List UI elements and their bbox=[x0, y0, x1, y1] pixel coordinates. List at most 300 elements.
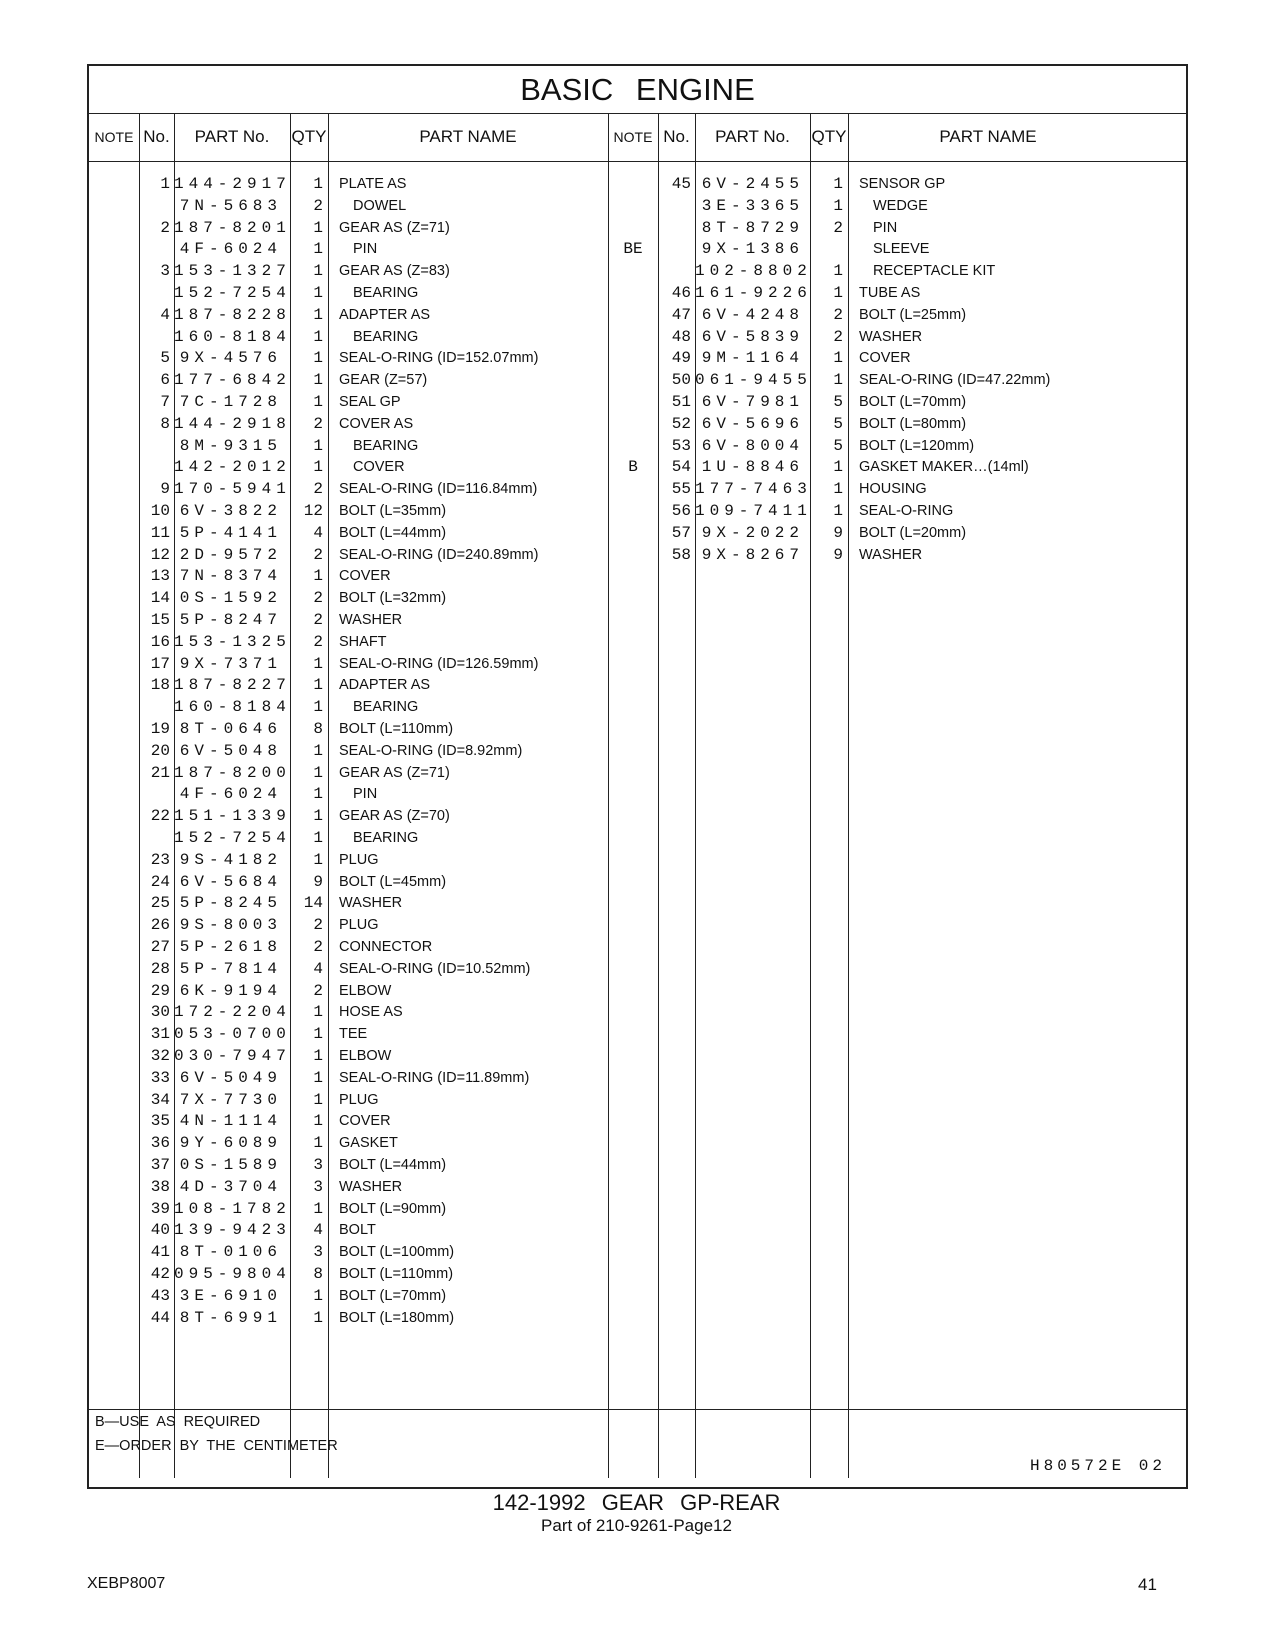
publication-code: XEBP8007 bbox=[87, 1575, 166, 1592]
part-number: 9Y-6089 bbox=[179, 1134, 282, 1153]
item-number: 16 bbox=[150, 632, 170, 651]
header-part-name-left: PART NAME bbox=[419, 127, 517, 146]
part-name: GEAR (Z=57) bbox=[339, 372, 428, 389]
quantity: 2 bbox=[313, 981, 323, 1000]
quantity: 9 bbox=[313, 872, 323, 891]
part-name: BOLT (L=70mm) bbox=[339, 1287, 447, 1304]
table-row bbox=[89, 631, 1186, 654]
part-number: 0S-1589 bbox=[179, 1156, 282, 1174]
part-number: 6V-5048 bbox=[179, 741, 282, 760]
item-number: 33 bbox=[150, 1068, 170, 1087]
quantity: 1 bbox=[833, 196, 843, 215]
part-name: SEAL-O-RING (ID=116.84mm) bbox=[339, 481, 538, 498]
part-number: 9X-2022 bbox=[701, 523, 804, 542]
item-number: 3 bbox=[160, 262, 170, 281]
table-row bbox=[89, 1154, 1186, 1177]
part-number: 9X-7371 bbox=[179, 654, 282, 673]
table-row bbox=[89, 980, 1186, 1003]
quantity: 3 bbox=[313, 1177, 323, 1196]
quantity: 1 bbox=[313, 654, 323, 673]
table-row bbox=[89, 1285, 1186, 1308]
part-name: SEAL-O-RING (ID=8.92mm) bbox=[339, 742, 523, 759]
quantity: 1 bbox=[313, 305, 323, 324]
table-row bbox=[89, 195, 1186, 218]
part-name: BOLT (L=45mm) bbox=[339, 873, 447, 890]
part-number: 4F-6024 bbox=[179, 240, 282, 259]
part-number: 6V-4248 bbox=[701, 305, 804, 324]
quantity: 1 bbox=[313, 262, 323, 281]
quantity: 1 bbox=[833, 349, 843, 368]
part-name: COVER AS bbox=[339, 415, 414, 432]
quantity: 5 bbox=[833, 436, 843, 455]
quantity: 1 bbox=[833, 371, 843, 390]
item-number: 29 bbox=[150, 981, 170, 1000]
part-name: BOLT (L=44mm) bbox=[339, 1157, 447, 1173]
part-number: 170-5941 bbox=[174, 480, 291, 499]
table-row bbox=[89, 217, 1186, 240]
quantity: 1 bbox=[313, 698, 323, 717]
table-row bbox=[89, 435, 1186, 458]
part-number: 161-9226 bbox=[695, 284, 812, 302]
table-row bbox=[89, 1307, 1186, 1330]
part-name: BOLT (L=20mm) bbox=[859, 524, 967, 541]
quantity: 1 bbox=[313, 436, 323, 455]
item-number: 51 bbox=[671, 393, 691, 411]
part-number: 5P-8245 bbox=[179, 894, 282, 913]
item-number: 26 bbox=[150, 916, 170, 935]
table-row bbox=[89, 522, 1186, 545]
quantity: 1 bbox=[313, 371, 323, 390]
quantity: 12 bbox=[303, 502, 323, 520]
note-b: B—USE AS REQUIRED bbox=[95, 1414, 261, 1430]
item-number: 2 bbox=[160, 218, 170, 237]
table-row bbox=[89, 696, 1186, 719]
item-number: 7 bbox=[160, 393, 170, 411]
table-row bbox=[89, 871, 1186, 894]
part-number: 108-1782 bbox=[174, 1199, 291, 1218]
part-name: RECEPTACLE KIT bbox=[873, 263, 996, 280]
table-row bbox=[89, 805, 1186, 828]
part-number: 109-7411 bbox=[695, 502, 812, 520]
part-number: 053-0700 bbox=[174, 1025, 291, 1044]
part-name: BEARING bbox=[353, 699, 419, 716]
part-number: 5P-7814 bbox=[179, 959, 282, 978]
table-row bbox=[89, 347, 1186, 370]
part-number: 4D-3704 bbox=[179, 1177, 282, 1196]
quantity: 8 bbox=[313, 720, 323, 738]
part-name: BOLT (L=110mm) bbox=[339, 721, 454, 737]
part-name: SEAL-O-RING (ID=240.89mm) bbox=[339, 546, 539, 563]
quantity: 1 bbox=[313, 284, 323, 302]
item-number: 6 bbox=[160, 371, 170, 390]
part-number: 3E-6910 bbox=[179, 1286, 282, 1305]
quantity: 2 bbox=[313, 632, 323, 651]
document-reference: H80572E 02 bbox=[1029, 1457, 1166, 1475]
table-row bbox=[89, 783, 1186, 806]
part-name: ELBOW bbox=[339, 982, 392, 999]
part-number: 9S-4182 bbox=[179, 850, 282, 869]
part-name: BOLT (L=80mm) bbox=[859, 415, 967, 432]
part-number: 151-1339 bbox=[174, 807, 291, 826]
part-name: BEARING bbox=[353, 830, 419, 846]
quantity: 2 bbox=[833, 327, 843, 346]
header-qty-left: QTY bbox=[291, 127, 327, 146]
part-number: 160-8184 bbox=[174, 698, 291, 717]
part-number: 4F-6024 bbox=[179, 785, 282, 804]
table-body bbox=[89, 161, 1186, 1476]
part-name: SEAL-O-RING (ID=126.59mm) bbox=[339, 655, 539, 672]
part-number: 6V-5684 bbox=[179, 872, 282, 891]
part-number: 8T-6991 bbox=[179, 1308, 282, 1327]
part-name: PIN bbox=[353, 241, 378, 258]
table-row bbox=[89, 413, 1186, 436]
part-name: SEAL-O-RING (ID=152.07mm) bbox=[339, 350, 539, 367]
table-row bbox=[89, 478, 1186, 501]
part-number: 152-7254 bbox=[174, 284, 291, 302]
item-number: 47 bbox=[671, 305, 691, 324]
item-number: 45 bbox=[671, 175, 691, 193]
quantity: 1 bbox=[313, 1286, 323, 1305]
part-number: 153-1327 bbox=[174, 262, 291, 281]
part-name: WASHER bbox=[339, 1178, 403, 1195]
item-number: 42 bbox=[150, 1265, 170, 1283]
quantity: 9 bbox=[833, 523, 843, 542]
part-name: COVER bbox=[859, 350, 911, 367]
table-row bbox=[89, 958, 1186, 981]
quantity: 1 bbox=[313, 327, 323, 346]
header-no-left: No. bbox=[143, 127, 170, 146]
table-row bbox=[89, 544, 1186, 567]
quantity: 1 bbox=[313, 240, 323, 259]
item-number: 38 bbox=[150, 1177, 170, 1196]
caption-title: 142-1992 GEAR GP-REAR bbox=[492, 1490, 781, 1515]
table-row bbox=[89, 1176, 1186, 1199]
part-number: 8T-8729 bbox=[701, 218, 804, 237]
table-row bbox=[89, 1132, 1186, 1155]
part-number: 187-8228 bbox=[174, 305, 291, 324]
table-row bbox=[89, 674, 1186, 697]
item-number: 50 bbox=[671, 371, 691, 390]
part-name: GEAR AS (Z=83) bbox=[339, 263, 450, 280]
table-row bbox=[89, 391, 1186, 414]
header-part-no-left: PART No. bbox=[194, 127, 270, 146]
item-number: 46 bbox=[671, 284, 691, 302]
item-number: 37 bbox=[150, 1156, 170, 1174]
part-name: COVER bbox=[339, 1113, 391, 1130]
part-number: 102-8802 bbox=[695, 262, 812, 281]
header-no-right: No. bbox=[663, 127, 690, 146]
table-row bbox=[89, 565, 1186, 588]
part-number: 5P-8247 bbox=[179, 611, 282, 629]
part-name: SEAL-O-RING (ID=11.89mm) bbox=[339, 1069, 530, 1086]
item-number: 13 bbox=[150, 567, 170, 586]
part-number: 9X-4576 bbox=[179, 349, 282, 368]
part-number: 177-6842 bbox=[174, 371, 291, 390]
page-title: BASIC ENGINE bbox=[89, 66, 1186, 114]
table-row bbox=[89, 914, 1186, 937]
part-number: 6K-9194 bbox=[179, 981, 282, 1000]
part-name: WASHER bbox=[339, 612, 403, 628]
item-number: 10 bbox=[150, 502, 170, 520]
part-number: 030-7947 bbox=[174, 1047, 291, 1065]
table-row bbox=[89, 1089, 1186, 1112]
quantity: 4 bbox=[313, 1221, 323, 1240]
note-cell: B bbox=[628, 458, 638, 477]
quantity: 14 bbox=[303, 894, 323, 913]
table-row bbox=[89, 849, 1186, 872]
note-e: E—ORDER BY THE CENTIMETER bbox=[95, 1438, 338, 1454]
table-row bbox=[89, 827, 1186, 850]
quantity: 1 bbox=[313, 1047, 323, 1065]
quantity: 1 bbox=[833, 175, 843, 193]
table-row bbox=[89, 1110, 1186, 1133]
part-number: 142-2012 bbox=[174, 458, 291, 477]
item-number: 44 bbox=[150, 1308, 170, 1327]
part-name: SHAFT bbox=[339, 633, 387, 650]
item-number: 18 bbox=[150, 676, 170, 695]
part-name: GEAR AS (Z=71) bbox=[339, 764, 450, 781]
part-number: 8T-0106 bbox=[179, 1243, 282, 1262]
quantity: 1 bbox=[313, 1308, 323, 1327]
quantity: 3 bbox=[313, 1156, 323, 1174]
part-number: 144-2917 bbox=[174, 175, 291, 193]
item-number: 5 bbox=[160, 349, 170, 368]
part-name: ADAPTER AS bbox=[339, 306, 431, 323]
quantity: 1 bbox=[313, 1112, 323, 1131]
part-number: 8M-9315 bbox=[179, 436, 282, 455]
part-number: 5P-4141 bbox=[179, 523, 282, 542]
part-number: 7N-5683 bbox=[179, 196, 282, 215]
part-number: 7N-8374 bbox=[179, 567, 282, 586]
quantity: 1 bbox=[313, 785, 323, 804]
part-name: GEAR AS (Z=70) bbox=[339, 808, 450, 825]
item-number: 11 bbox=[150, 523, 170, 542]
quantity: 2 bbox=[313, 414, 323, 433]
part-name: DOWEL bbox=[353, 197, 407, 214]
quantity: 1 bbox=[313, 829, 323, 847]
part-name: BOLT (L=180mm) bbox=[339, 1309, 455, 1326]
quantity: 4 bbox=[313, 959, 323, 978]
header-note-left: NOTE bbox=[94, 129, 134, 145]
part-name: GEAR AS (Z=71) bbox=[339, 219, 450, 236]
part-number: 144-2918 bbox=[174, 414, 291, 433]
table-row bbox=[89, 282, 1186, 305]
item-number: 9 bbox=[160, 480, 170, 499]
item-number: 43 bbox=[150, 1286, 170, 1305]
item-number: 35 bbox=[150, 1112, 170, 1131]
table-row bbox=[89, 369, 1186, 392]
part-name: WASHER bbox=[339, 895, 403, 912]
part-name: BOLT (L=44mm) bbox=[339, 524, 447, 541]
part-name: BOLT (L=100mm) bbox=[339, 1244, 455, 1261]
header-note-right: NOTE bbox=[613, 129, 653, 145]
item-number: 54 bbox=[671, 458, 691, 477]
part-number: 2D-9572 bbox=[179, 545, 282, 564]
table-row bbox=[89, 1067, 1186, 1090]
part-name: PIN bbox=[873, 219, 898, 236]
part-name: BOLT (L=32mm) bbox=[339, 590, 447, 607]
table-row bbox=[89, 1045, 1186, 1068]
quantity: 1 bbox=[313, 349, 323, 368]
part-name: PLUG bbox=[339, 851, 379, 868]
item-number: 49 bbox=[671, 349, 691, 368]
part-name: COVER bbox=[339, 568, 391, 585]
part-name: GASKET MAKER…(14ml) bbox=[859, 459, 1029, 476]
part-name: BOLT (L=110mm) bbox=[339, 1266, 454, 1282]
part-number: 9X-8267 bbox=[701, 545, 804, 564]
quantity: 1 bbox=[313, 218, 323, 237]
part-name: BOLT (L=35mm) bbox=[339, 503, 447, 519]
part-number: 5P-2618 bbox=[179, 938, 282, 956]
quantity: 1 bbox=[833, 284, 843, 302]
part-name: SEAL GP bbox=[339, 394, 401, 410]
quantity: 1 bbox=[833, 502, 843, 520]
part-name: BOLT (L=70mm) bbox=[859, 394, 967, 410]
part-name: SEAL-O-RING (ID=10.52mm) bbox=[339, 960, 531, 977]
header-part-no-right: PART No. bbox=[715, 127, 790, 146]
part-number: 9M-1164 bbox=[701, 349, 804, 368]
quantity: 2 bbox=[313, 480, 323, 499]
part-name: BOLT (L=25mm) bbox=[859, 306, 967, 323]
table-row bbox=[89, 173, 1186, 196]
notes-section bbox=[89, 1409, 1186, 1487]
quantity: 1 bbox=[313, 1068, 323, 1087]
item-number: 36 bbox=[150, 1134, 170, 1153]
quantity: 2 bbox=[313, 589, 323, 608]
part-number: 9X-1386 bbox=[701, 240, 804, 259]
item-number: 28 bbox=[150, 959, 170, 978]
part-number: 6V-3822 bbox=[179, 502, 282, 520]
part-name: ELBOW bbox=[339, 1048, 392, 1064]
part-name: PLUG bbox=[339, 1091, 379, 1108]
part-number: 6V-2455 bbox=[701, 175, 804, 193]
quantity: 1 bbox=[313, 807, 323, 826]
quantity: 3 bbox=[313, 1243, 323, 1262]
quantity: 1 bbox=[313, 393, 323, 411]
item-number: 48 bbox=[671, 327, 691, 346]
table-row bbox=[89, 718, 1186, 741]
quantity: 2 bbox=[313, 916, 323, 935]
table-row bbox=[89, 456, 1186, 479]
quantity: 1 bbox=[313, 1090, 323, 1109]
item-number: 21 bbox=[150, 763, 170, 782]
table-row bbox=[89, 609, 1186, 632]
item-number: 20 bbox=[150, 741, 170, 760]
part-name: SEAL-O-RING (ID=47.22mm) bbox=[859, 372, 1051, 389]
note-cell: BE bbox=[623, 240, 643, 259]
table-row bbox=[89, 1219, 1186, 1242]
quantity: 1 bbox=[313, 1134, 323, 1153]
table-row bbox=[89, 936, 1186, 959]
quantity: 4 bbox=[313, 523, 323, 542]
part-number: 1U-8846 bbox=[701, 458, 804, 477]
table-row bbox=[89, 326, 1186, 349]
part-number: 6V-5696 bbox=[701, 414, 804, 433]
part-name: PLUG bbox=[339, 917, 379, 934]
part-name: PIN bbox=[353, 786, 378, 803]
part-number: 6V-5839 bbox=[701, 327, 804, 346]
part-number: 139-9423 bbox=[174, 1221, 291, 1240]
table-row bbox=[89, 1001, 1186, 1024]
quantity: 8 bbox=[313, 1265, 323, 1283]
part-number: 7X-7730 bbox=[179, 1090, 282, 1109]
part-number: 0S-1592 bbox=[179, 589, 282, 608]
item-number: 14 bbox=[150, 589, 170, 608]
quantity: 1 bbox=[313, 1199, 323, 1218]
item-number: 39 bbox=[150, 1199, 170, 1218]
item-number: 25 bbox=[150, 894, 170, 913]
part-number: 177-7463 bbox=[695, 480, 812, 499]
item-number: 27 bbox=[150, 938, 170, 956]
table-row bbox=[89, 740, 1186, 763]
part-name: TEE bbox=[339, 1026, 368, 1043]
quantity: 1 bbox=[833, 262, 843, 281]
item-number: 17 bbox=[150, 654, 170, 673]
item-number: 19 bbox=[150, 720, 170, 738]
header-qty-right: QTY bbox=[811, 127, 847, 146]
item-number: 34 bbox=[150, 1090, 170, 1109]
item-number: 30 bbox=[150, 1003, 170, 1022]
quantity: 2 bbox=[313, 545, 323, 564]
item-number: 4 bbox=[160, 305, 170, 324]
quantity: 9 bbox=[833, 545, 843, 564]
part-name: PLATE AS bbox=[339, 176, 407, 192]
part-number: 172-2204 bbox=[174, 1003, 291, 1022]
part-name: BEARING bbox=[353, 285, 419, 301]
item-number: 1 bbox=[160, 175, 170, 193]
part-number: 187-8200 bbox=[174, 763, 291, 782]
part-name: BEARING bbox=[353, 437, 419, 454]
quantity: 1 bbox=[313, 676, 323, 695]
part-name: WASHER bbox=[859, 546, 923, 563]
part-name: BOLT bbox=[339, 1222, 376, 1239]
item-number: 23 bbox=[150, 850, 170, 869]
part-number: 8T-0646 bbox=[179, 720, 282, 738]
table-row bbox=[89, 587, 1186, 610]
page-number: 41 bbox=[1138, 1575, 1157, 1594]
part-number: 6V-5049 bbox=[179, 1068, 282, 1087]
quantity: 1 bbox=[313, 850, 323, 869]
item-number: 22 bbox=[150, 807, 170, 826]
quantity: 2 bbox=[313, 938, 323, 956]
part-name: SLEEVE bbox=[873, 241, 930, 258]
table-row bbox=[89, 238, 1186, 261]
quantity: 2 bbox=[313, 611, 323, 629]
quantity: 2 bbox=[313, 196, 323, 215]
part-name: HOUSING bbox=[859, 481, 927, 498]
table-row bbox=[89, 1198, 1186, 1221]
quantity: 1 bbox=[313, 567, 323, 586]
quantity: 1 bbox=[313, 763, 323, 782]
table-header bbox=[89, 113, 1186, 162]
part-number: 160-8184 bbox=[174, 327, 291, 346]
item-number: 8 bbox=[160, 414, 170, 433]
item-number: 58 bbox=[671, 545, 691, 564]
quantity: 5 bbox=[833, 393, 843, 411]
figure-caption bbox=[0, 1490, 1273, 1536]
item-number: 24 bbox=[150, 872, 170, 891]
table-row bbox=[89, 260, 1186, 283]
part-name: SENSOR GP bbox=[859, 176, 946, 192]
quantity: 2 bbox=[833, 218, 843, 237]
part-name: CONNECTOR bbox=[339, 939, 433, 955]
quantity: 1 bbox=[313, 741, 323, 760]
item-number: 12 bbox=[150, 545, 170, 564]
item-number: 56 bbox=[671, 502, 691, 520]
part-number: 187-8201 bbox=[174, 218, 291, 237]
part-name: TUBE AS bbox=[859, 285, 921, 301]
part-number: 153-1325 bbox=[174, 632, 291, 651]
